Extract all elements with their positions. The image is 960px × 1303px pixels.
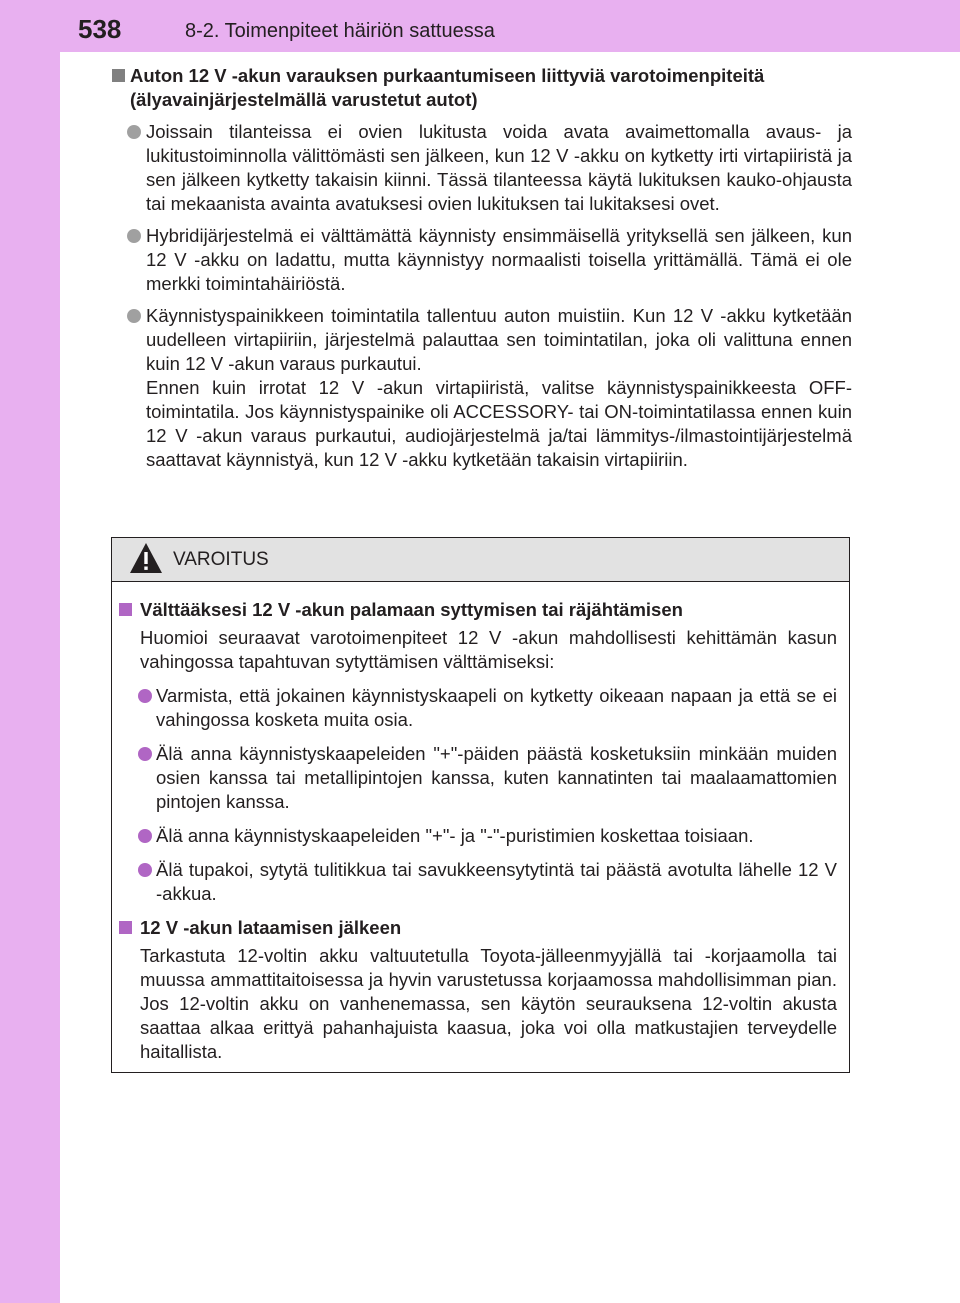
bullet-text: Joissain tilanteissa ei ovien lukitusta voida avata avaimettomalla avaus- ja lukitustoiminnolla välittömästi sen jälkeen, kun 12 V -akku on kytketty irti virtapiiristä ja sen jälkeen kytketty takaisin kiinni. Tässä tilanteessa käytä lukituksen kauko-ohjausta tai mekaanista avainta avatuksesi ovien lukituksen tai lukitaksesi ovet. (146, 121, 852, 214)
warning-bullet-text: Varmista, että jokainen käynnistyskaapeli on kytketty oikeaan napaan ja että se ei vahingossa kosketa muita osia. (156, 685, 837, 730)
list-item (112, 120, 852, 216)
warning-label: VAROITUS (173, 549, 269, 570)
warning-bullet-text: Älä tupakoi, sytytä tulitikkua tai savukkeensytytintä tai päästä avotulta lähelle 12 V -akkua. (156, 859, 837, 904)
circle-bullet-icon (138, 829, 152, 843)
main-heading-text: Auton 12 V -akun varauksen purkaantumiseen liittyviä varotoimenpiteitä (älyavainjärjestelmällä varustetut autot) (130, 65, 765, 110)
circle-bullet-icon (138, 747, 152, 761)
warning-bullet-text: Älä anna käynnistyskaapeleiden "+"- ja "-"-puristimien koskettaa toisiaan. (156, 825, 754, 846)
circle-bullet-icon (127, 125, 141, 139)
square-bullet-icon (119, 603, 132, 616)
warning-section-heading-text: 12 V -akun lataamisen jälkeen (140, 917, 402, 938)
bullet-text: Käynnistyspainikkeen toimintatila tallentuu auton muistiin. Kun 12 V -akku kytketään uudelleen virtapiiriin, järjestelmä palauttaa sen toimintatilan, joka oli valittuna ennen kuin 12 V -akun varaus purkautui. (146, 305, 852, 374)
warning-body (112, 598, 847, 1064)
list-item (112, 858, 847, 906)
warning-box (111, 537, 850, 1073)
warning-section-text: Tarkastuta 12-voltin akku valtuutetulla Toyota-jälleenmyyjällä tai -korjaamolla tai muussa ammattitaitoisessa ja hyvin varustetussa korjaamossa mahdollisimman pian. Jos 12-voltin akku on vanhenemassa, sen käytön seurauksena 12-voltin akusta saattaa alkaa erittyä pahanhajuista kaasua, joka voi olla matkustajien terveydelle haitallista. (140, 945, 837, 1062)
warning-intro-text: Huomioi seuraavat varotoimenpiteet 12 V -akun mahdollisesti kehittämän kasun vahingossa tapahtuvan sytyttämisen välttämiseksi: (140, 627, 837, 672)
circle-bullet-icon (127, 309, 141, 323)
list-item (112, 224, 852, 296)
list-item (112, 742, 847, 814)
warning-header (112, 538, 849, 582)
bullet-text: Hybridijärjestelmä ei välttämättä käynnisty ensimmäisellä yrityksellä sen jälkeen, kun 12 V -akku on ladattu, mutta käynnistyy normaalisti toisella yrittämällä. Tämä ei ole merkki toimintahäiriöstä. (146, 225, 852, 294)
square-bullet-icon (112, 69, 125, 82)
warning-bullet-text: Älä anna käynnistyskaapeleiden "+"-päiden päästä kosketuksiin minkään muiden osien kanssa tai metallipintojen kanssa, kuten kannatinten tai maalaamattomien pintojen kanssa. (156, 743, 837, 812)
list-item (112, 824, 847, 848)
warning-section-heading (112, 916, 847, 940)
side-margin-strip (0, 0, 60, 1303)
warning-section-heading (112, 598, 847, 622)
bullet-text-continued: Ennen kuin irrotat 12 V -akun virtapiiristä, valitse käynnistyspainikkeesta OFF-toimintatila. Jos käynnistyspainike oli ACCESSORY- tai ON-toimintatilassa ennen kuin 12 V -akun varaus purkautui, audiojärjestelmä ja/tai lämmitys-/ilmastointijärjestelmä saattavat käynnistyä, kun 12 V -akku kytketään takaisin virtapiiriin. (146, 377, 852, 470)
circle-bullet-icon (138, 863, 152, 877)
main-content (112, 64, 852, 472)
list-item (112, 684, 847, 732)
circle-bullet-icon (138, 689, 152, 703)
section-title: 8-2. Toimenpiteet häiriön sattuessa (185, 20, 495, 42)
list-item (112, 304, 852, 472)
warning-triangle-icon (128, 541, 164, 575)
main-heading (112, 64, 852, 112)
square-bullet-icon (119, 921, 132, 934)
circle-bullet-icon (127, 229, 141, 243)
page-number: 538 (78, 14, 122, 44)
warning-section-heading-text: Välttääksesi 12 V -akun palamaan syttymisen tai räjähtämisen (140, 599, 683, 620)
